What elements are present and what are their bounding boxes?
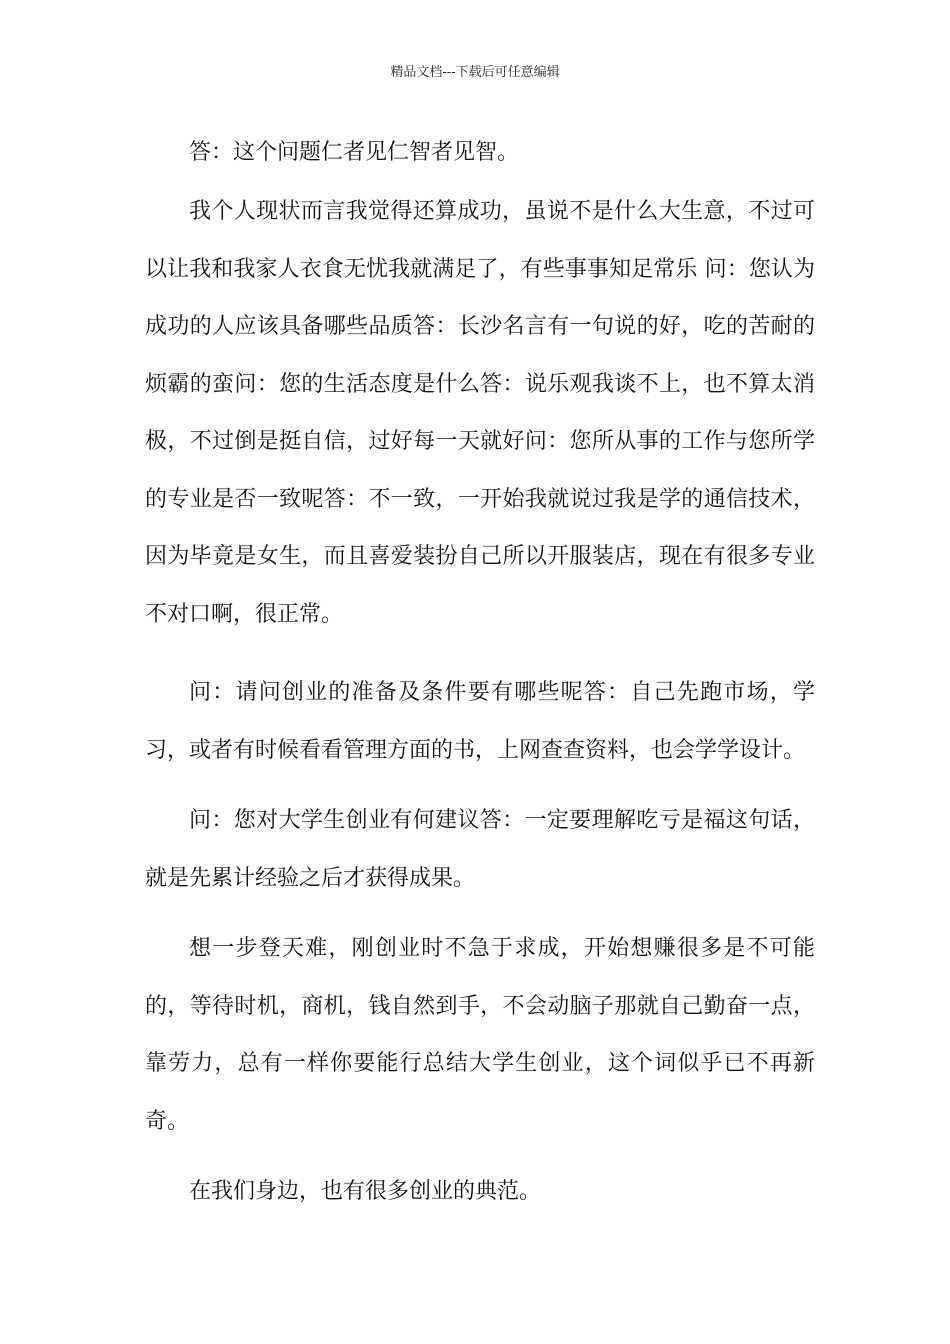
paragraph-text: 问：请问创业的准备及条件要有哪些呢答：自己先跑市场，学习，或者有时候看看管理方面的书，上网查查资料，也会学学设计。: [145, 680, 815, 763]
paragraph-text: 在我们身边，也有很多创业的典范。: [189, 1179, 542, 1204]
paragraph-examples: [145, 1163, 815, 1221]
paragraph-text: 我个人现状而言我觉得还算成功，虽说不是什么大生意，不过可以让我和我家人衣食无忧我就满足了，有些事事知足常乐 问：您认为成功的人应该具备哪些品质答：长沙名言有一句说的好，吃的苦耐的烦霸的蛮问：您的生活态度是什么答：说乐观我谈不上，也不算太消极，不过倒是挺自信，过好每一天就好问：您所从事的工作与您所学的专业是否一致呢答：不一致，一开始我就说过我是学的通信技术，因为毕竟是女生，而且喜爱装扮自己所以开服装店，现在有很多专业不对口啊，很正常。: [145, 199, 815, 627]
page-header: 精品文档---下载后可任意编辑: [390, 65, 560, 80]
paragraph-current-status: [145, 183, 815, 643]
paragraph-text: 想一步登天难，刚创业时不急于求成，开始想赚很多是不可能的，等待时机，商机，钱自然到手，不会动脑子那就自己勤奋一点，靠劳力，总有一样你要能行总结大学生创业，这个词似乎已不再新奇。: [145, 936, 815, 1134]
paragraph-summary: [145, 920, 815, 1150]
paragraph-text: 问：您对大学生创业有何建议答：一定要理解吃亏是福这句话，就是先累计经验之后才获得成果。: [145, 808, 815, 891]
paragraph-student-advice: [145, 792, 815, 907]
paragraph-answer-intro: [145, 124, 815, 182]
paragraph-startup-preparation: [145, 664, 815, 779]
paragraph-text: 答：这个问题仁者见仁智者见智。: [189, 140, 520, 165]
